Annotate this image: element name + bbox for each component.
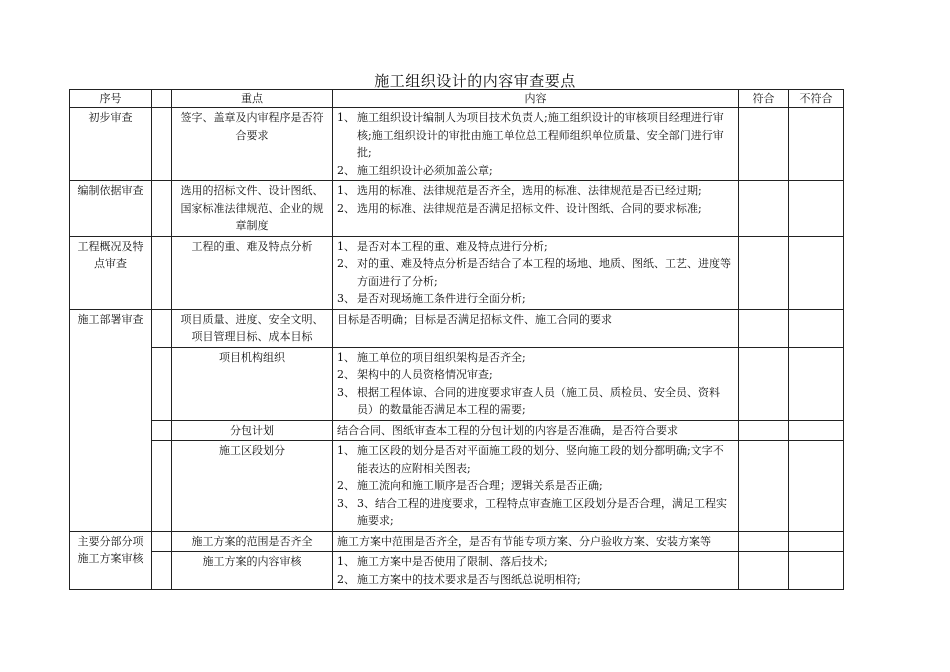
content-cell (333, 236, 739, 309)
content-cell: 施工方案中范围是否齐全，是否有节能专项方案、分户验收方案、安装方案等 (333, 531, 739, 552)
content-cell (333, 181, 739, 237)
header-row (70, 90, 844, 108)
content-item: 2、 施工流向和施工顺序是否合理；逻辑关系是否正确; (337, 479, 603, 492)
pass-cell[interactable] (739, 552, 789, 590)
content-item: 1、 选用的标准、法律规范是否齐全，选用的标准、法律规范是否已经过期; (337, 184, 702, 197)
content-item: 2、 选用的标准、法律规范是否满足招标文件、设计图纸、合同的要求标准; (337, 201, 702, 215)
content-item: 1、 施工方案中是否使用了限制、落后技术; (337, 555, 548, 568)
table-row (70, 108, 844, 181)
focus-cell: 项目机构组织 (172, 347, 333, 420)
focus-cell: 施工区段划分 (172, 441, 333, 532)
seq-cell: 初步审查 (70, 108, 152, 181)
table-row (70, 552, 844, 590)
header-fail: 不符合 (789, 90, 844, 108)
table-row (70, 441, 844, 532)
content-cell (333, 441, 739, 532)
gap-cell (152, 181, 172, 237)
gap-cell (152, 108, 172, 181)
header-gap (152, 90, 172, 108)
fail-cell[interactable] (789, 108, 844, 181)
content-item: 1、 施工单位的项目组织架构是否齐全; (337, 350, 526, 364)
focus-cell: 选用的招标文件、设计图纸、国家标准法律规范、企业的规章制度 (172, 181, 333, 237)
pass-cell[interactable] (739, 531, 789, 552)
pass-cell[interactable] (739, 108, 789, 181)
pass-cell[interactable] (739, 236, 789, 309)
gap-cell (152, 420, 172, 441)
fail-cell[interactable] (789, 531, 844, 552)
header-pass: 符合 (739, 90, 789, 108)
content-cell: 结合合同、图纸审查本工程的分包计划的内容是否准确，是否符合要求 (333, 420, 739, 441)
gap-cell (152, 552, 172, 590)
table-row (70, 531, 844, 552)
content-item: 1、 是否对本工程的重、难及特点进行分析; (337, 239, 548, 253)
content-item: 2、 施工方案中的技术要求是否与图纸总说明相符; (337, 572, 581, 586)
fail-cell[interactable] (789, 236, 844, 309)
gap-cell (152, 347, 172, 420)
fail-cell[interactable] (789, 309, 844, 347)
pass-cell[interactable] (739, 347, 789, 420)
gap-cell (152, 531, 172, 552)
fail-cell[interactable] (789, 552, 844, 590)
content-item: 1、 施工组织设计编制人为项目技术负责人;施工组织设计的审核项目经理进行审核;施工组织设计的审批由施工单位总工程师组织单位质量、安全部门进行审批; (337, 111, 724, 159)
content-item: 3、 根据工程体谅、合同的进度要求审查人员（施工员、质检员、安全员、资料员）的数量能否满足本工程的需要; (337, 385, 720, 416)
seq-cell: 编制依据审查 (70, 181, 152, 237)
content-cell (333, 552, 739, 590)
content-item: 2、 架构中的人员资格情况审查; (337, 368, 493, 381)
content-cell (333, 347, 739, 420)
header-focus: 重点 (172, 90, 333, 108)
focus-cell: 项目质量、进度、安全文明、项目管理目标、成本目标 (172, 309, 333, 347)
content-item: 1、 施工区段的划分是否对平面施工段的划分、竖向施工段的划分都明确;文字不能表达的应附相关图表; (337, 444, 724, 475)
table-row (70, 236, 844, 309)
review-table (69, 89, 844, 590)
fail-cell[interactable] (789, 441, 844, 532)
focus-cell: 签字、盖章及内审程序是否符合要求 (172, 108, 333, 181)
page-title: 施工组织设计的内容审查要点 (374, 72, 576, 90)
gap-cell (152, 236, 172, 309)
fail-cell[interactable] (789, 420, 844, 441)
content-item: 2、 对的重、难及特点分析是否结合了本工程的场地、地质、图纸、工艺、进度等方面进行了分析; (337, 257, 731, 288)
header-content: 内容 (333, 90, 739, 108)
seq-cell: 施工部署审查 (70, 309, 152, 531)
pass-cell[interactable] (739, 420, 789, 441)
table-row (70, 309, 844, 347)
pass-cell[interactable] (739, 441, 789, 532)
table-row (70, 420, 844, 441)
focus-cell: 施工方案的范围是否齐全 (172, 531, 333, 552)
gap-cell (152, 309, 172, 347)
table-row (70, 347, 844, 420)
seq-cell: 工程概况及特点审查 (70, 236, 152, 309)
pass-cell[interactable] (739, 309, 789, 347)
fail-cell[interactable] (789, 347, 844, 420)
focus-cell: 工程的重、难及特点分析 (172, 236, 333, 309)
content-item: 3、 是否对现场施工条件进行全面分析; (337, 292, 526, 305)
content-item: 3、 3、结合工程的进度要求，工程特点审查施工区段划分是否合理，满足工程实施要求; (337, 496, 727, 527)
header-seq: 序号 (70, 90, 152, 108)
fail-cell[interactable] (789, 181, 844, 237)
table-row (70, 181, 844, 237)
seq-cell: 主要分部分项施工方案审核 (70, 531, 152, 590)
focus-cell: 施工方案的内容审核 (172, 552, 333, 590)
pass-cell[interactable] (739, 181, 789, 237)
gap-cell (152, 441, 172, 532)
content-cell: 目标是否明确；目标是否满足招标文件、施工合同的要求 (333, 309, 739, 347)
focus-cell: 分包计划 (172, 420, 333, 441)
content-cell (333, 108, 739, 181)
content-item: 2、 施工组织设计必须加盖公章; (337, 163, 493, 177)
